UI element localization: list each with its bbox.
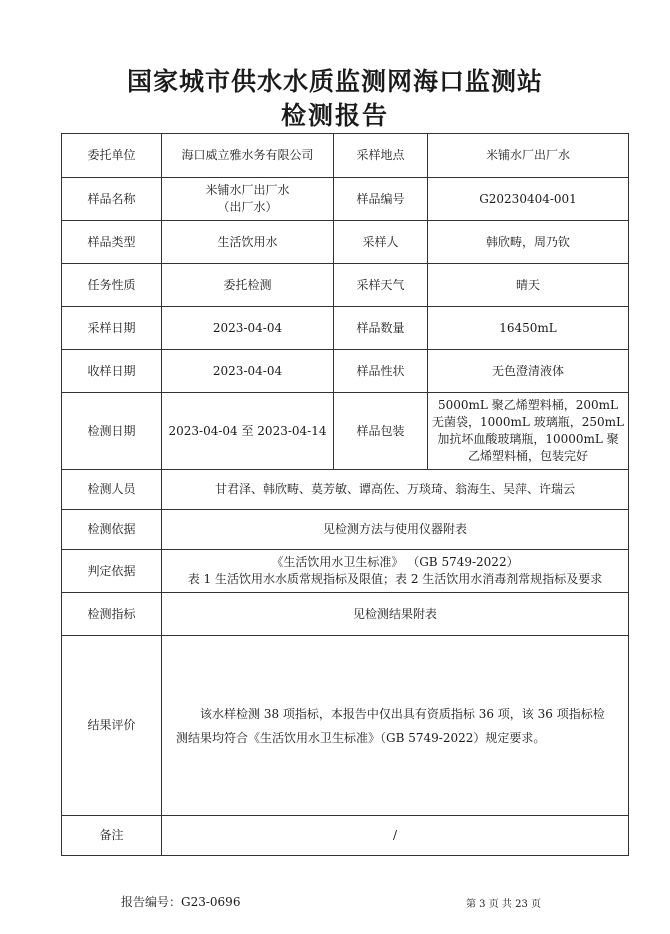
- table-row: [62, 470, 629, 510]
- sampler-value: 韩欣畴，周乃钦: [428, 221, 629, 264]
- personnel-value: 甘君泽、韩欣畴、莫芳敏、谭高佐、万琰琦、翁海生、吴萍、许瑞云: [162, 470, 629, 510]
- quantity-value: 16450mL: [428, 307, 629, 350]
- indicators-label: 检测指标: [62, 593, 162, 636]
- character-label: 样品性状: [334, 350, 428, 393]
- test-date-value: 2023-04-04 至 2023-04-14: [162, 393, 334, 470]
- table-row: [62, 350, 629, 393]
- report-number: 报告编号：G23-0696: [121, 895, 241, 909]
- client-label: 委托单位: [62, 134, 162, 178]
- weather-label: 采样天气: [334, 264, 428, 307]
- table-row: [62, 221, 629, 264]
- conclusion-cell: [162, 636, 629, 816]
- report-title-line2: 检测报告: [280, 101, 389, 130]
- basis-value: 见检测方法与使用仪器附表: [162, 510, 629, 550]
- sample-no-label: 样品编号: [334, 178, 428, 221]
- table-row: [62, 393, 629, 470]
- sample-no-value: G20230404-001: [428, 178, 629, 221]
- judgement-label: 判定依据: [62, 550, 162, 593]
- remarks-value: /: [162, 816, 629, 856]
- task-value: 委托检测: [162, 264, 334, 307]
- table-row: [62, 816, 629, 856]
- task-label: 任务性质: [62, 264, 162, 307]
- weather-value: 晴天: [428, 264, 629, 307]
- sampling-site-label: 采样地点: [334, 134, 428, 178]
- packaging-value: 5000mL 聚乙烯塑料桶，200mL 无菌袋，1000mL 玻璃瓶，250mL 加抗坏血酸玻璃瓶，10000mL 聚乙烯塑料桶，包装完好: [428, 393, 629, 470]
- personnel-label: 检测人员: [62, 470, 162, 510]
- sample-name-label: 样品名称: [62, 178, 162, 221]
- report-table: [61, 133, 629, 856]
- packaging-label: 样品包装: [334, 393, 428, 470]
- sample-type-label: 样品类型: [62, 221, 162, 264]
- table-row: [62, 307, 629, 350]
- indicators-value: 见检测结果附表: [162, 593, 629, 636]
- character-value: 无色澄清液体: [428, 350, 629, 393]
- table-row: [62, 550, 629, 593]
- receipt-date-value: 2023-04-04: [162, 350, 334, 393]
- sampler-label: 采样人: [334, 221, 428, 264]
- judgement-value: 《生活饮用水卫生标准》 （GB 5749-2022） 表 1 生活饮用水水质常规指标及限值；表 2 生活饮用水消毒剂常规指标及要求: [162, 550, 629, 593]
- basis-label: 检测依据: [62, 510, 162, 550]
- sampling-site-value: 米铺水厂出厂水: [428, 134, 629, 178]
- remarks-label: 备注: [62, 816, 162, 856]
- client-value: 海口威立雅水务有限公司: [162, 134, 334, 178]
- report-title-line1: 国家城市供水水质监测网海口监测站: [126, 67, 543, 96]
- table-row: [62, 134, 629, 178]
- sample-name-value: 米铺水厂出厂水 （出厂水）: [162, 178, 334, 221]
- sampling-date-value: 2023-04-04: [162, 307, 334, 350]
- page-indicator: 第 3 页 共 23 页: [466, 899, 541, 910]
- table-row: [62, 510, 629, 550]
- sample-type-value: 生活饮用水: [162, 221, 334, 264]
- table-row: [62, 636, 629, 816]
- table-row: [62, 178, 629, 221]
- conclusion-value: 该水样检测 38 项指标，本报告中仅出具有资质指标 36 项，该 36 项指标检测结果均符合《生活饮用水卫生标准》（GB 5749-2022）规定要求。: [176, 706, 605, 745]
- receipt-date-label: 收样日期: [62, 350, 162, 393]
- sampling-date-label: 采样日期: [62, 307, 162, 350]
- table-row: [62, 264, 629, 307]
- quantity-label: 样品数量: [334, 307, 428, 350]
- conclusion-label: 结果评价: [62, 636, 162, 816]
- table-row: [62, 593, 629, 636]
- test-date-label: 检测日期: [62, 393, 162, 470]
